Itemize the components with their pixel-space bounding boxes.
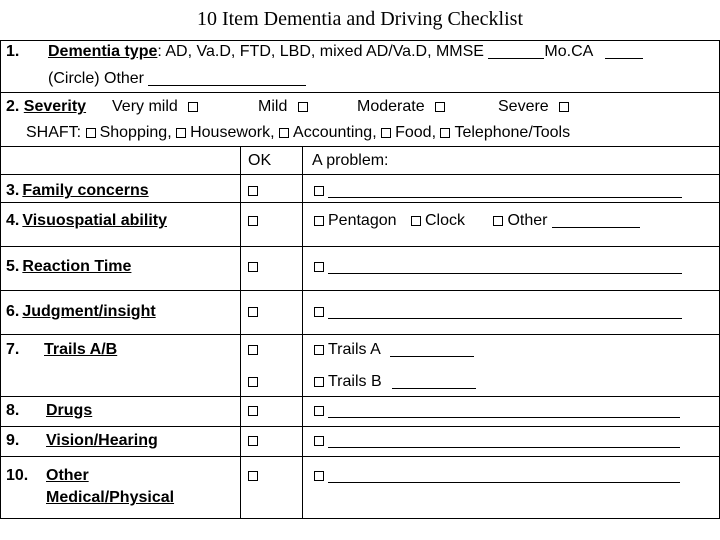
severity-line	[6, 98, 86, 116]
trails-a-label: Trails A	[328, 341, 380, 358]
very-mild-label: Very mild	[112, 98, 178, 115]
severity-moderate	[357, 98, 449, 116]
visuo-ok-cell	[248, 212, 262, 230]
shaft-line	[26, 124, 570, 142]
other-type-blank[interactable]	[148, 71, 306, 86]
telephone-checkbox[interactable]	[440, 128, 450, 138]
severe-checkbox[interactable]	[559, 102, 569, 112]
table-border-top	[0, 40, 720, 41]
very-mild-checkbox[interactable]	[188, 102, 198, 112]
table-border-left	[0, 40, 1, 518]
medical-problem-blank[interactable]	[328, 468, 680, 483]
medical-ok-checkbox[interactable]	[248, 471, 258, 481]
row-divider	[0, 246, 720, 247]
row-divider	[0, 456, 720, 457]
accounting-label: Accounting,	[293, 124, 377, 141]
problem-column-header: A problem:	[312, 152, 389, 169]
visuo-problem-cell	[314, 212, 640, 230]
row-number: 10.	[6, 467, 29, 484]
judgment-row-label: 6. Judgment/insight	[6, 303, 156, 320]
housework-checkbox[interactable]	[176, 128, 186, 138]
trails-b-label: Trails B	[328, 373, 382, 390]
reaction-problem-cell	[314, 258, 682, 276]
trails-a-checkbox[interactable]	[314, 345, 324, 355]
column-divider	[302, 146, 303, 518]
row-number: 1.	[6, 43, 20, 60]
reaction-problem-blank[interactable]	[328, 259, 682, 274]
judgment-ok-cell	[248, 303, 262, 321]
vision-problem-blank[interactable]	[328, 433, 680, 448]
trails-b-blank[interactable]	[392, 374, 476, 389]
row-number: 8.	[6, 402, 20, 419]
reaction-problem-checkbox[interactable]	[314, 262, 324, 272]
row-divider	[0, 92, 720, 93]
drugs-problem-checkbox[interactable]	[314, 406, 324, 416]
judgment-problem-blank[interactable]	[328, 304, 682, 319]
trails-a-blank[interactable]	[390, 342, 474, 357]
drugs-problem-blank[interactable]	[328, 403, 680, 418]
trails-a-ok-cell	[248, 341, 262, 359]
family-problem-checkbox[interactable]	[314, 186, 324, 196]
moca-label: Mo.CA	[544, 43, 593, 60]
judgment-problem-cell	[314, 303, 682, 321]
drugs-ok-cell	[248, 402, 262, 420]
medical-row-label-line1: Other	[46, 467, 89, 484]
moderate-label: Moderate	[357, 98, 425, 115]
shaft-label: SHAFT:	[26, 124, 82, 141]
row-divider	[0, 290, 720, 291]
food-label: Food,	[395, 124, 437, 141]
mild-label: Mild	[258, 98, 288, 115]
table-border-bottom	[0, 518, 720, 519]
vision-problem-checkbox[interactable]	[314, 436, 324, 446]
severity-severe	[498, 98, 573, 116]
trails-a-cell	[314, 341, 474, 359]
clock-checkbox[interactable]	[411, 216, 421, 226]
visuo-other-blank[interactable]	[552, 213, 640, 228]
medical-problem-checkbox[interactable]	[314, 471, 324, 481]
drugs-row-label: Drugs	[46, 402, 93, 419]
family-ok-cell	[248, 182, 262, 200]
row-divider	[0, 146, 720, 147]
trails-row-label: Trails A/B	[44, 341, 118, 358]
telephone-label: Telephone/Tools	[454, 124, 571, 141]
row-divider	[0, 174, 720, 175]
severity-very-mild	[112, 98, 202, 116]
shopping-label: Shopping,	[99, 124, 172, 141]
vision-ok-cell	[248, 432, 262, 450]
clock-label: Clock	[424, 212, 465, 229]
trails-b-cell	[314, 373, 476, 391]
judgment-ok-checkbox[interactable]	[248, 307, 258, 317]
row-divider	[0, 426, 720, 427]
moderate-checkbox[interactable]	[435, 102, 445, 112]
row-divider	[0, 396, 720, 397]
severe-label: Severe	[498, 98, 549, 115]
reaction-ok-checkbox[interactable]	[248, 262, 258, 272]
drugs-problem-cell	[314, 402, 680, 420]
ok-column-header: OK	[248, 152, 272, 169]
other-line	[48, 70, 306, 88]
shopping-checkbox[interactable]	[86, 128, 96, 138]
pentagon-checkbox[interactable]	[314, 216, 324, 226]
vision-problem-cell	[314, 432, 680, 450]
trails-a-ok-checkbox[interactable]	[248, 345, 258, 355]
mild-checkbox[interactable]	[298, 102, 308, 112]
row-number: 9.	[6, 432, 20, 449]
dementia-type-options: : AD, Va.D, FTD, LBD, mixed AD/Va.D, MMSE	[157, 43, 484, 60]
row-number: 2.	[6, 98, 20, 115]
row-number: 7.	[6, 341, 20, 358]
column-divider	[240, 146, 241, 518]
dementia-type-line	[48, 43, 643, 61]
family-row-label: 3. Family concerns	[6, 182, 149, 199]
visuo-row-label: 4. Visuospatial ability	[6, 212, 167, 229]
severity-mild	[258, 98, 312, 116]
moca-blank[interactable]	[605, 44, 643, 59]
row-divider	[0, 334, 720, 335]
row-divider	[0, 202, 720, 203]
reaction-ok-cell	[248, 258, 262, 276]
family-problem-cell	[314, 182, 682, 200]
food-checkbox[interactable]	[381, 128, 391, 138]
accounting-checkbox[interactable]	[279, 128, 289, 138]
visuo-ok-checkbox[interactable]	[248, 216, 258, 226]
severity-label: Severity	[23, 98, 87, 115]
pentagon-label: Pentagon	[328, 212, 397, 229]
visuo-other-checkbox[interactable]	[493, 216, 503, 226]
circle-other-label: (Circle) Other	[48, 70, 145, 87]
trails-b-ok-checkbox[interactable]	[248, 377, 258, 387]
mmse-blank[interactable]	[488, 44, 544, 59]
housework-label: Housework,	[190, 124, 275, 141]
family-ok-checkbox[interactable]	[248, 186, 258, 196]
trails-b-ok-cell	[248, 373, 262, 391]
vision-ok-checkbox[interactable]	[248, 436, 258, 446]
judgment-problem-checkbox[interactable]	[314, 307, 324, 317]
dementia-type-label: Dementia type	[48, 43, 158, 60]
medical-ok-cell	[248, 467, 262, 485]
visuo-other-label: Other	[507, 212, 548, 229]
trails-b-checkbox[interactable]	[314, 377, 324, 387]
family-problem-blank[interactable]	[328, 183, 682, 198]
medical-problem-cell	[314, 467, 680, 485]
medical-row-label-line2: Medical/Physical	[46, 489, 175, 506]
page-title: 10 Item Dementia and Driving Checklist	[196, 8, 524, 30]
drugs-ok-checkbox[interactable]	[248, 406, 258, 416]
reaction-row-label: 5. Reaction Time	[6, 258, 132, 275]
vision-row-label: Vision/Hearing	[46, 432, 158, 449]
